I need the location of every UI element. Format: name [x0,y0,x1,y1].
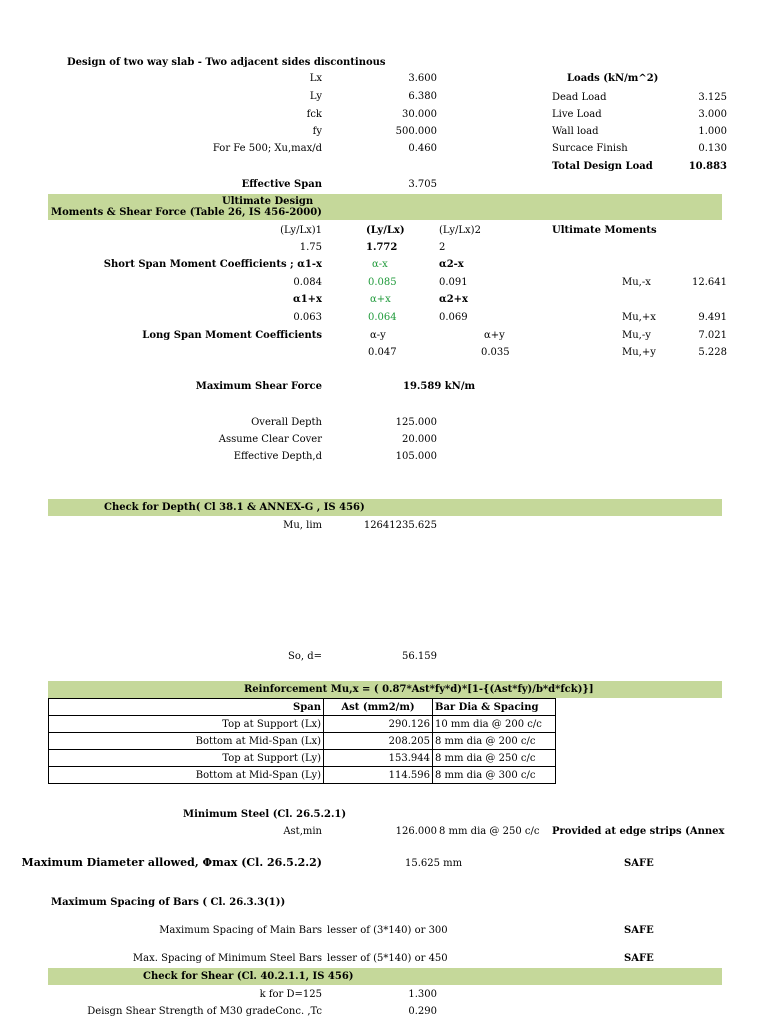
depth-value-cover: 20.000 [402,434,437,445]
load-value-wall: 1.000 [698,126,727,137]
shear-k-label: k for D=125 [259,989,322,1000]
depth-value-effective: 105.000 [395,451,437,462]
short-neg-mid: 0.085 [368,277,397,288]
shear-k-value: 1.300 [408,989,437,1000]
effective-span-value: 3.705 [408,179,437,190]
max-spacing-main-value: lesser of (3*140) or 300 [327,925,448,936]
ratio-header-mid: (Ly/Lx) [366,225,405,236]
shear-tc-value: 0.290 [408,1006,437,1017]
input-label-ly: Ly [309,91,322,102]
table-cell-bar: 10 mm dia @ 200 c/c [433,716,556,733]
input-value-fy: 500.000 [395,126,437,137]
input-value-lx: 3.600 [408,73,437,84]
mulim-value: 12641235.625 [363,520,437,531]
alpha-pos-y-label: α+y [484,330,505,341]
alpha-x-label: α-x [372,259,388,270]
total-load-value: 10.883 [688,161,727,172]
table-cell-ast: 290.126 [324,716,433,733]
table-cell-span: Top at Support (Lx) [49,716,324,733]
alpha2-pos-x-label: α2+x [439,294,468,305]
load-value-live: 3.000 [698,109,727,120]
table-header-bar: Bar Dia & Spacing [433,699,556,716]
load-label-live: Live Load [552,109,602,120]
check-shear-header: Check for Shear (Cl. 40.2.1.1, IS 456) [143,971,354,982]
load-value-dead: 3.125 [698,92,727,103]
input-value-xumax: 0.460 [408,143,437,154]
load-label-wall: Wall load [552,126,599,137]
max-spacing-header: Maximum Spacing of Bars ( Cl. 26.3.3(1)) [51,897,286,908]
shear-tc-label: Deisgn Shear Strength of M30 gradeConc. ,Tc [87,1006,322,1017]
load-label-dead: Dead Load [552,92,607,103]
shear-force-label: Maximum Shear Force [195,381,322,392]
table-cell-span: Bottom at Mid-Span (Ly) [49,767,324,784]
min-steel-value: 126.000 [395,826,437,837]
max-spacing-main-label: Maximum Spacing of Main Bars [159,925,322,936]
ratio-value-mid: 1.772 [366,242,398,253]
table-header-span: Span [49,699,324,716]
moment-label-neg-x: Mu,-x [622,277,651,288]
short-neg-1: 0.084 [293,277,322,288]
table-header-row [49,699,556,716]
min-steel-label: Ast,min [283,826,322,837]
table-cell-bar: 8 mm dia @ 300 c/c [433,767,556,784]
ratio-header-2: (Ly/Lx)2 [439,225,481,236]
table-header-ast: Ast (mm2/m) [324,699,433,716]
moment-value-pos-x: 9.491 [698,312,727,323]
moment-label-pos-y: Mu,+y [622,347,656,358]
long-span-label: Long Span Moment Coefficients [142,330,322,341]
ratio-value-2: 2 [439,242,446,253]
input-value-fck: 30.000 [402,109,437,120]
min-steel-header: Minimum Steel (Cl. 26.5.2.1) [183,809,347,820]
max-dia-value: 15.625 mm [405,858,463,869]
table-cell-ast: 208.205 [324,733,433,750]
moments-shear-title: Moments & Shear Force (Table 26, IS 456-2000) [51,207,322,218]
table-cell-ast: 153.944 [324,750,433,767]
long-value-pos: 0.035 [481,347,510,358]
alpha2-x-label: α2-x [439,259,464,270]
short-pos-2: 0.069 [439,312,468,323]
table-cell-bar: 8 mm dia @ 250 c/c [433,750,556,767]
so-d-value: 56.159 [402,651,437,662]
input-label-fy: fy [312,126,322,137]
moment-label-pos-x: Mu,+x [622,312,656,323]
table-row [49,767,556,784]
alpha-pos-x-label: α+x [370,294,391,305]
max-spacing-min-status: SAFE [624,953,654,964]
check-depth-header: Check for Depth( Cl 38.1 & ANNEX-G , IS 456) [104,502,365,513]
alpha1-pos-x-label: α1+x [293,294,322,305]
moment-value-pos-y: 5.228 [698,347,727,358]
ratio-value-1: 1.75 [299,242,322,253]
short-pos-1: 0.063 [293,312,322,323]
loads-header: Loads (kN/m^2) [567,73,659,84]
load-value-finish: 0.130 [698,143,727,154]
table-row [49,750,556,767]
ultimate-moments-label: Ultimate Moments [552,225,657,236]
depth-label-overall: Overall Depth [251,417,322,428]
table-row [49,716,556,733]
table-cell-ast: 114.596 [324,767,433,784]
depth-label-cover: Assume Clear Cover [218,434,322,445]
load-label-finish: Surcace Finish [552,143,628,154]
short-span-label: Short Span Moment Coefficients ; α1-x [103,259,322,270]
max-spacing-min-label: Max. Spacing of Minimum Steel Bars [132,953,322,964]
table-cell-span: Bottom at Mid-Span (Lx) [49,733,324,750]
mulim-label: Mu, lim [283,520,322,531]
max-spacing-main-status: SAFE [624,925,654,936]
reinforcement-header: Reinforcement Mu,x = ( 0.87*Ast*fy*d)*[1-{(Ast*fy)/b*d*fck)}] [244,684,594,695]
min-steel-bar: 8 mm dia @ 250 c/c [439,826,540,837]
so-d-label: So, d= [287,651,322,662]
short-pos-mid: 0.064 [368,312,397,323]
short-neg-2: 0.091 [439,277,468,288]
reinforcement-table [48,698,556,784]
input-value-ly: 6.380 [408,91,437,102]
depth-value-overall: 125.000 [395,417,437,428]
table-cell-span: Top at Support (Ly) [49,750,324,767]
ultimate-design-title: Ultimate Design [222,196,314,207]
moment-label-neg-y: Mu,-y [622,330,651,341]
depth-label-effective: Effective Depth,d [233,451,322,462]
moment-value-neg-x: 12.641 [692,277,727,288]
table-row [49,733,556,750]
max-dia-status: SAFE [624,858,654,869]
min-steel-note: Provided at edge strips (Annex [552,826,725,837]
effective-span-label: Effective Span [241,179,322,190]
input-label-lx: Lx [309,73,322,84]
long-value-neg: 0.047 [368,347,397,358]
input-label-fck: fck [306,109,322,120]
table-cell-bar: 8 mm dia @ 200 c/c [433,733,556,750]
max-dia-label: Maximum Diameter allowed, Φmax (Cl. 26.5.2.2) [21,856,322,869]
alpha-y-label: α-y [370,330,386,341]
shear-force-value: 19.589 kN/m [403,381,476,392]
moment-value-neg-y: 7.021 [698,330,727,341]
total-load-label: Total Design Load [552,161,653,172]
page-title: Design of two way slab - Two adjacent sides discontinous [67,57,386,68]
input-label-xumax: For Fe 500; Xu,max/d [212,143,322,154]
max-spacing-min-value: lesser of (5*140) or 450 [327,953,448,964]
ratio-header-1: (Ly/Lx)1 [280,225,322,236]
